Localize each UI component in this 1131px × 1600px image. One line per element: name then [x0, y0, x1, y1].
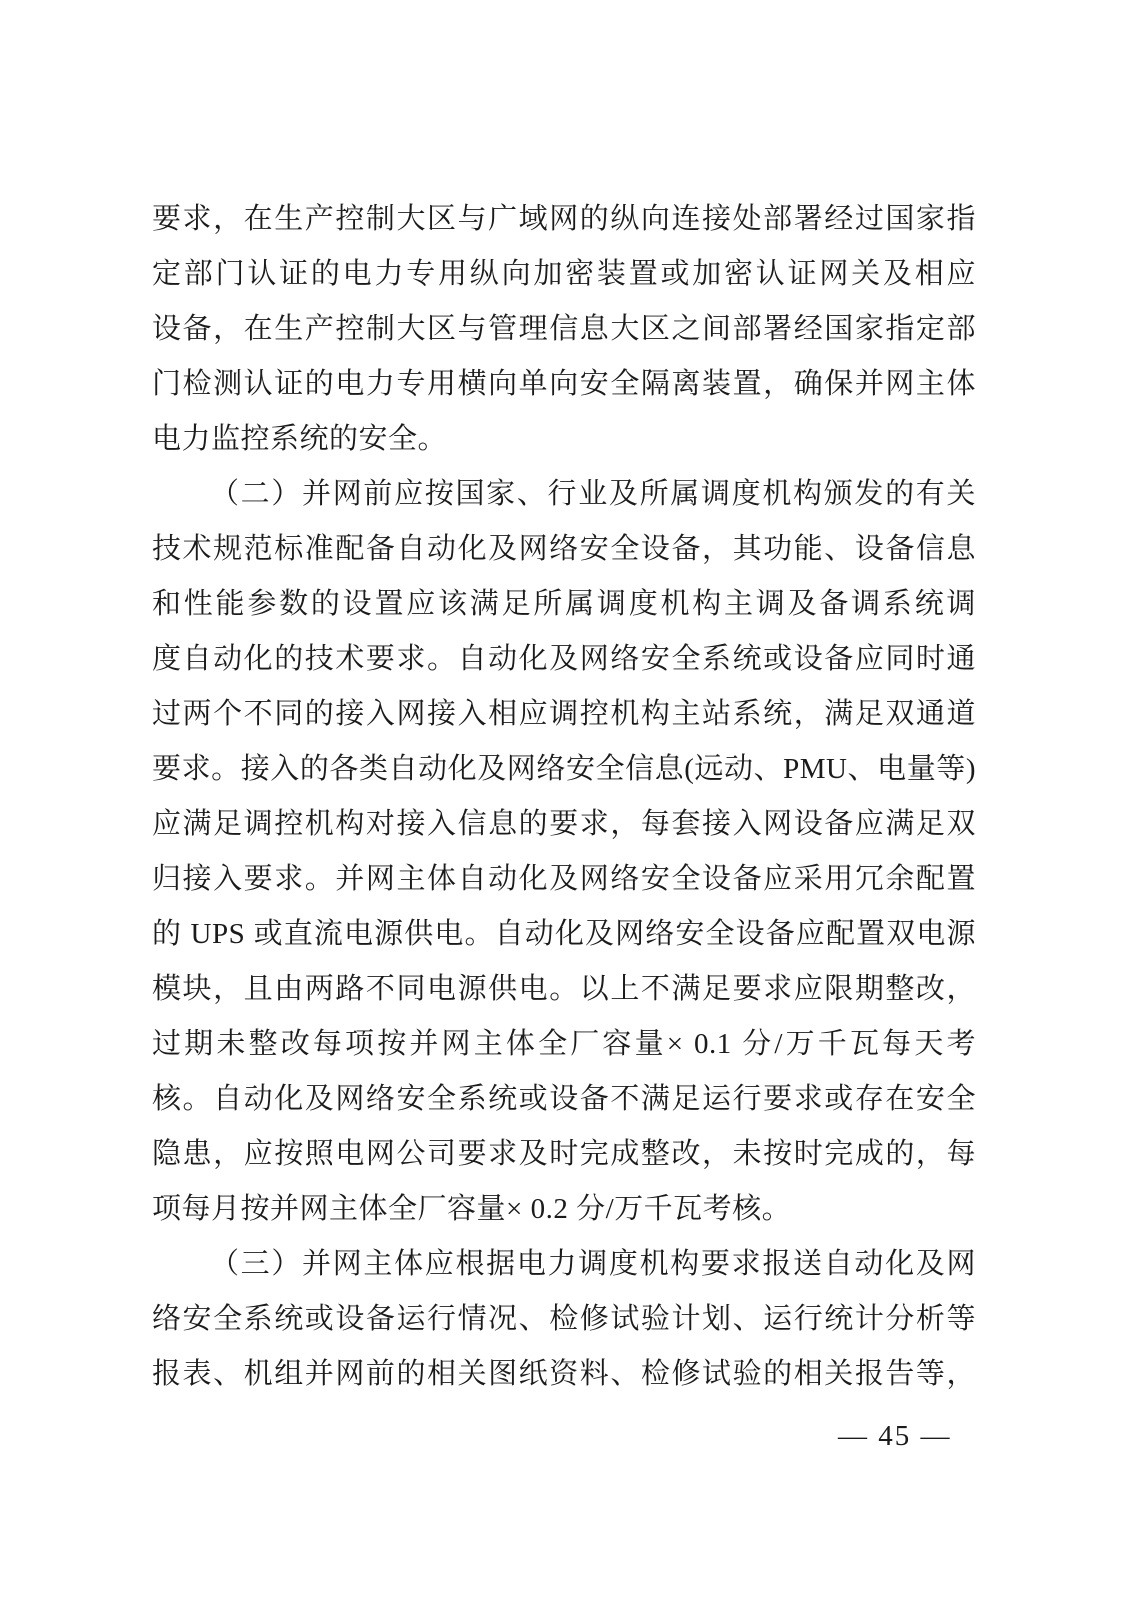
text-line: （二）并网前应按国家、行业及所属调度机构颁发的有关	[210, 478, 976, 510]
text-line: 设备，在生产控制大区与管理信息大区之间部署经国家指定部	[152, 313, 976, 345]
body-text	[152, 192, 976, 1402]
text-line: 过两个不同的接入网接入相应调控机构主站系统，满足双通道	[152, 698, 976, 730]
text-line: 过期未整改每项按并网主体全厂容量× 0.1 分/万千瓦每天考	[152, 1028, 976, 1060]
text-line: 项每月按并网主体全厂容量× 0.2 分/万千瓦考核。	[152, 1193, 792, 1225]
text-line: 归接入要求。并网主体自动化及网络安全设备应采用冗余配置	[152, 863, 976, 895]
page-number: — 45 —	[838, 1420, 952, 1452]
text-line: 络安全系统或设备运行情况、检修试验计划、运行统计分析等	[152, 1303, 976, 1335]
text-line: 电力监控系统的安全。	[152, 423, 448, 455]
text-line: 模块，且由两路不同电源供电。以上不满足要求应限期整改，	[152, 973, 976, 1005]
text-line: 要求。接入的各类自动化及网络安全信息(远动、PMU、电量等)	[152, 753, 976, 785]
text-line: 门检测认证的电力专用横向单向安全隔离装置，确保并网主体	[152, 368, 976, 400]
text-line: 和性能参数的设置应该满足所属调度机构主调及备调系统调	[152, 588, 976, 620]
text-line: 度自动化的技术要求。自动化及网络安全系统或设备应同时通	[152, 643, 976, 675]
text-line: 应满足调控机构对接入信息的要求，每套接入网设备应满足双	[152, 808, 976, 840]
text-line: 隐患，应按照电网公司要求及时完成整改，未按时完成的，每	[152, 1138, 976, 1170]
text-line: 报表、机组并网前的相关图纸资料、检修试验的相关报告等，	[152, 1358, 976, 1390]
text-line: 技术规范标准配备自动化及网络安全设备，其功能、设备信息	[152, 533, 976, 565]
text-line: 核。自动化及网络安全系统或设备不满足运行要求或存在安全	[152, 1083, 976, 1115]
text-line: （三）并网主体应根据电力调度机构要求报送自动化及网	[210, 1248, 976, 1280]
text-line: 要求，在生产控制大区与广域网的纵向连接处部署经过国家指	[152, 203, 976, 235]
text-line: 的 UPS 或直流电源供电。自动化及网络安全设备应配置双电源	[152, 918, 976, 950]
text-line: 定部门认证的电力专用纵向加密装置或加密认证网关及相应	[152, 258, 976, 290]
